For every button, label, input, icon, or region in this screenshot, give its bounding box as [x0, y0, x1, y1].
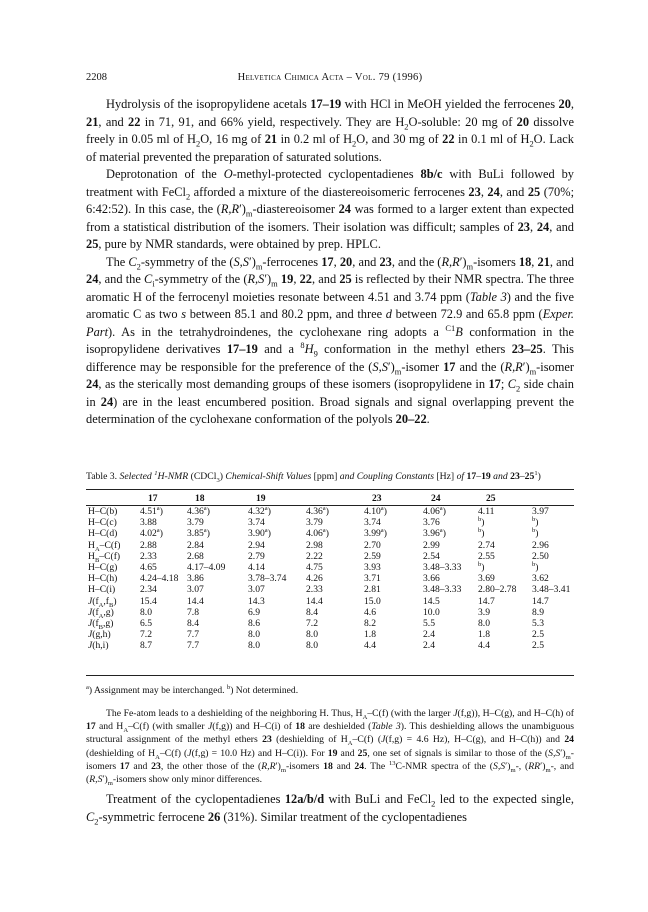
table-cell: 15.4: [140, 595, 157, 607]
table-cell: 4.51$^a$): [140, 504, 163, 517]
table-cell: 3.90$^a$): [248, 527, 271, 540]
table-cell: 3.9: [478, 606, 490, 618]
row-label: H–C(b): [88, 506, 118, 517]
table-cell: 2.74: [478, 539, 495, 551]
row-label: H–C(g): [88, 562, 118, 574]
table-cell: 3.71: [364, 573, 381, 585]
table-cell: 2.54: [423, 550, 440, 562]
table-cell: 2.33: [140, 550, 157, 562]
table-cell: 3.74: [364, 517, 381, 529]
table-cell: 8.0: [248, 629, 260, 641]
table-cell: 6.5: [140, 618, 152, 630]
row-label: $H_A-C(f)$: [88, 539, 121, 553]
table-cell: 15.0: [364, 595, 381, 607]
table-cell: 4.06$^a$): [423, 504, 446, 517]
table-cell: 5.3: [532, 618, 544, 630]
table-row: [86, 573, 574, 584]
table-cell: 8.0: [306, 629, 318, 641]
table-cell: 2.5: [532, 629, 544, 641]
table-cell: 7.7: [187, 640, 199, 652]
table-header-cell: 19: [256, 493, 266, 504]
row-label: H–C(h): [88, 573, 118, 585]
table-header-cell: 25: [486, 493, 496, 504]
table-cell: 2.98: [306, 539, 323, 551]
table-cell: 5.5: [423, 618, 435, 630]
table-cell: 4.32$^a$): [248, 504, 271, 517]
table-cell: 4.17–4.09: [187, 562, 226, 574]
table-cell: 1.8: [478, 629, 490, 641]
row-label: H–C(c): [88, 517, 117, 529]
table-header-cell: [530, 491, 574, 506]
table-cell: 2.81: [364, 584, 381, 596]
table-cell: 14.7: [478, 595, 495, 607]
journal-title: Helvetica Chimica Acta – Vol. 79 (1996): [237, 72, 423, 83]
table-cell: 4.36$^a$): [306, 504, 329, 517]
table-cell: 3.66: [423, 573, 440, 585]
table-cell: 14.4: [306, 595, 323, 607]
table-cell: 2.50: [532, 550, 549, 562]
table-cell: 2.80–2.78: [478, 584, 517, 596]
table-cell: 14.4: [187, 595, 204, 607]
body-text-top: [86, 96, 574, 429]
table-cell: 3.07: [248, 584, 265, 596]
table-cell: 2.4: [423, 640, 435, 652]
table-cell: 2.22: [306, 550, 323, 562]
table-header-cell: 23: [372, 493, 382, 504]
table-cell: 8.9: [532, 606, 544, 618]
table-cell: 8.4: [306, 606, 318, 618]
paragraph-treatment: Treatment of the cyclopentadienes 12a/b/d with BuLi and FeCl$_2$ led to the expected single, $C_2$-symmetric ferrocene 26 (31%). Similar treatment of the cyclopentadienes: [86, 792, 574, 826]
table-rule-bottom: [86, 675, 574, 676]
table-row: [86, 584, 574, 595]
table-cell: 3.79: [306, 517, 323, 529]
row-label: J(g,h): [88, 629, 111, 641]
table-cell: $^b$): [532, 560, 539, 574]
row-label: J(h,i): [88, 640, 109, 652]
note-paragraph: The Fe-atom leads to a deshielding of the neighboring H. Thus, $H_A-C(f)$ (with the larger J(f,g)), H–C(g), and H–C(h) of 17 and $H_A-C(f)$ (with smaller J(f,g)) and H–C(i) of 18 are deshielded (Table 3). This deshielding allows the unambiguous structural assignment of the methyl ethers 23 (deshielding of $H_A-C(f) (J(f,g) = 4.6$ Hz), H–C(g), and H–C(h)) and 24 (deshielding of $H_A-C(f) (J(f,g) = 10.0$ Hz) and H–C(i)). For 19 and 25, one set of signals is similar to those of the $(S,S')_m$-isomers 17 and 23, the other those of the $(R,R')_m$-isomers 18 and 24. The $^{13}$C-NMR spectra of the $(S,S')_m-$, $(RR')_m-$, and $(R,S')_m$-isomers show only minor differences.: [86, 708, 574, 787]
row-label: $J(f_A,g)$: [88, 606, 114, 620]
table-cell: $^b$): [478, 560, 485, 574]
table-row: [86, 596, 574, 607]
row-label: $J(f_B,g)$: [88, 618, 114, 631]
table-cell: 3.93: [364, 562, 381, 574]
table-cell: 14.7: [532, 595, 549, 607]
table-header-cell: [86, 491, 138, 506]
table-cell: 8.0: [140, 606, 152, 618]
table-cell: 8.7: [140, 640, 152, 652]
body-text-bottom: [86, 791, 574, 826]
table-cell: 2.5: [532, 640, 544, 652]
table-cell: 8.0: [478, 618, 490, 630]
table-cell: 14.3: [248, 595, 265, 607]
row-label: H–C(i): [88, 584, 116, 596]
table-header-cell: 17: [148, 493, 158, 504]
table-cell: 4.11: [478, 506, 495, 517]
table-cell: 3.99$^a$): [364, 527, 387, 540]
table-cell: 4.02$^a$): [140, 527, 163, 540]
row-label: $J(f_A,f_B)$: [88, 595, 117, 609]
table-cell: 4.6: [364, 606, 376, 618]
page-number: 2208: [86, 72, 107, 83]
table-cell: 3.48–3.41: [532, 584, 571, 596]
table-cell: 2.96: [532, 539, 549, 551]
table-cell: 4.4: [364, 640, 376, 652]
table-cell: 3.48–3.33: [423, 584, 462, 596]
table-cell: 14.5: [423, 595, 440, 607]
table-cell: 8.0: [248, 640, 260, 652]
table-cell: 3.88: [140, 517, 157, 529]
table-cell: 3.79: [187, 517, 204, 529]
table-cell: 2.84: [187, 539, 204, 551]
table-cell: 2.88: [140, 539, 157, 551]
table-cell: 2.59: [364, 550, 381, 562]
table-cell: 3.74: [248, 517, 265, 529]
table-row: [86, 506, 574, 517]
table-cell: 7.2: [140, 629, 152, 641]
table-cell: 8.6: [248, 618, 260, 630]
table-cell: 2.34: [140, 584, 157, 596]
table-cell: 3.78–3.74: [248, 573, 287, 585]
table-row: [86, 607, 574, 618]
table-cell: 3.85$^a$): [187, 527, 210, 540]
paragraph-hydrolysis: Hydrolysis of the isopropylidene acetals 17–19 with HCl in MeOH yielded the ferrocenes 20, 21, and 22 in 71, 91, and 66% yield, respectively. They are $H_2O$-soluble: 20 mg of 20 dissolve freely in 0.05 ml of $H_2O$, 16 mg of 21 in 0.2 ml of $H_2O$, and 30 mg of 22 in 0.1 ml of $H_2O$. Lack of material prevented the preparation of saturated solutions.: [86, 97, 575, 164]
table-cell: 4.26: [306, 573, 323, 585]
table-cell: 4.36$^a$): [187, 504, 210, 517]
table-row: [86, 540, 574, 551]
table-cell: 4.75: [306, 562, 323, 574]
table-footnote: $^a$) Assignment may be interchanged. $^b$) Not determined.: [86, 683, 299, 696]
table-cell: 3.76: [423, 517, 440, 529]
table-cell: 7.2: [306, 618, 318, 630]
nmr-table: [86, 491, 574, 652]
table-cell: 2.33: [306, 584, 323, 596]
table-cell: 4.24–4.18: [140, 573, 179, 585]
table-row: [86, 618, 574, 629]
paragraph-symmetry: The $C_2$-symmetry of the $(S,S')_m$-ferrocenes 17, 20, and 23, and the $(R,R')_m$-isomers 18, 21, and 24, and the $C_i$-symmetry of the $(R,S')_m$ 19, 22, and 25 is reflected by their NMR spectra. The three aromatic H of the ferrocenyl moieties resonate between 4.51 and 3.74 ppm (Table 3) and the five aromatic C as two s between 85.1 and 80.2 ppm, and three d between 72.9 and 65.8 ppm (Exper. Part). As in the tetrahydroindenes, the cyclohexane ring adopts a $^{C1}$B conformation in the isopropylidene derivatives 17–19 and a $^8H_9$ conformation in the methyl ethers 23–25. This difference may be responsible for the preference of the $(S,S')_m$-isomer 17 and the $(R,R')_m$-isomer 24, as the sterically most demanding groups of these isomers (isopropylidene in 17; $C_2$ side chain in 24) are in the least encumbered position. Broad signals and signal overlapping prevent the determination of the cyclohexane conformation of the polyols 20–22.: [86, 254, 575, 426]
table-cell: 1.8: [364, 629, 376, 641]
table-header-cell: 18: [195, 493, 205, 504]
table-header-cell: 24: [431, 493, 441, 504]
table-cell: 3.97: [532, 506, 549, 517]
table-caption: Table 3. Selected $^1$H-NMR (CDCl$_3$) Chemical-Shift Values [ppm] and Coupling Constants [Hz] of 17–19 and $23-25^1$): [86, 469, 541, 484]
table-cell: 3.07: [187, 584, 204, 596]
table-cell: 10.0: [423, 606, 440, 618]
table-cell: 4.4: [478, 640, 490, 652]
table-rule-top: [86, 489, 574, 490]
table-cell: 2.70: [364, 539, 381, 551]
table-cell: 2.94: [248, 539, 265, 551]
table-cell: 8.4: [187, 618, 199, 630]
table-cell: 7.7: [187, 629, 199, 641]
table-header-cell: [304, 491, 362, 506]
table-cell: 8.0: [306, 640, 318, 652]
table-cell: 6.9: [248, 606, 260, 618]
table-cell: 2.55: [478, 550, 495, 562]
table-cell: 2.99: [423, 539, 440, 551]
table-row: [86, 629, 574, 640]
table-cell: 4.06$^a$): [306, 527, 329, 540]
table-cell: $^b$): [478, 516, 485, 529]
table-row: [86, 562, 574, 573]
table-cell: $^b$): [478, 527, 485, 540]
table-cell: 8.2: [364, 618, 376, 630]
table-cell: $^b$): [532, 527, 539, 540]
table-row: [86, 551, 574, 562]
row-label: H–C(d): [88, 528, 118, 540]
table-cell: $^b$): [532, 516, 539, 529]
paragraph-deprotonation: Deprotonation of the O-methyl-protected cyclopentadienes 8b/c with BuLi followed by treatment with FeCl$_2$ afforded a mixture of the diastereoisomeric ferrocenes 23, 24, and 25 (70%; 6:42:52). In this case, the $(R,R')_m$-diastereoisomer 24 was formed to a larger extent than expected from a statistical distribution of the isomers. Their isolation was difficult; samples of 23, 24, and 25, pure by NMR standards, were obtained by prep. HPLC.: [86, 167, 575, 251]
small-print-note: [86, 707, 574, 786]
row-label: $H_B-C(f)$: [88, 550, 121, 564]
table-cell: 3.86: [187, 573, 204, 585]
table-cell: 4.14: [248, 562, 265, 574]
table-cell: 2.79: [248, 550, 265, 562]
table-cell: 3.62: [532, 573, 549, 585]
table-cell: 3.69: [478, 573, 495, 585]
table-cell: 2.68: [187, 550, 204, 562]
table-row: [86, 528, 574, 539]
table-cell: 4.65: [140, 562, 157, 574]
table-cell: 3.48–3.33: [423, 562, 462, 574]
table-cell: 7.8: [187, 606, 199, 618]
table-cell: 4.10$^a$): [364, 504, 387, 517]
table-row: [86, 640, 574, 651]
table-cell: 2.4: [423, 629, 435, 641]
table-cell: 3.96$^a$): [423, 527, 446, 540]
